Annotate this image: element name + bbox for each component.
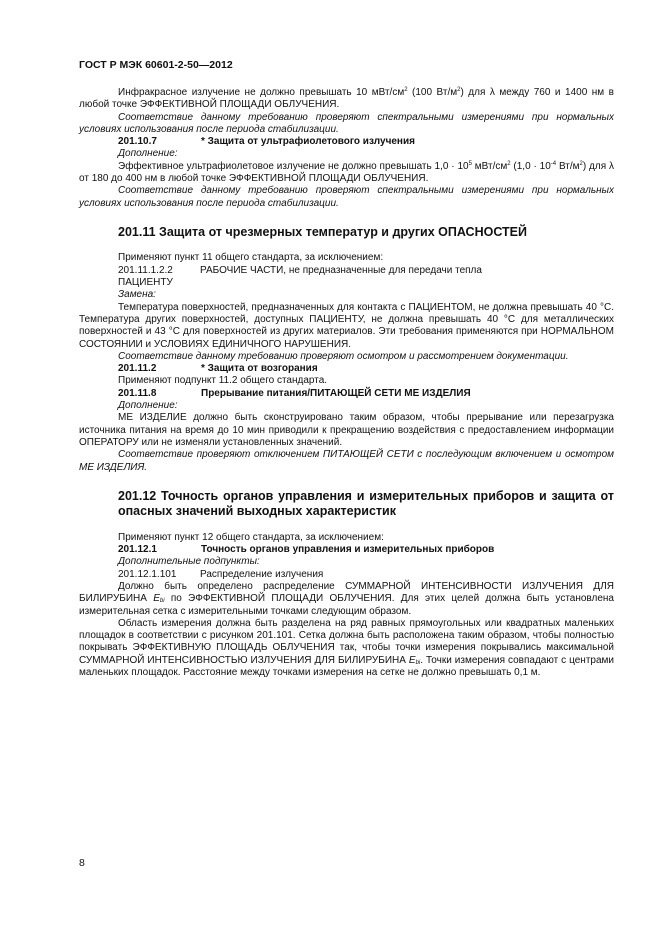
superscript: -4 bbox=[550, 160, 557, 167]
text: мВт/см bbox=[471, 160, 508, 172]
subsection-title: Точность органов управления и измерительных приборов bbox=[201, 544, 495, 556]
subsection-number: 201.10.7 bbox=[118, 136, 157, 148]
superscript: 2 bbox=[457, 87, 461, 93]
subscript: bi bbox=[159, 598, 165, 605]
symbol: E bbox=[153, 593, 160, 605]
superscript: 2 bbox=[507, 160, 511, 167]
paragraph-infrared bbox=[79, 87, 614, 112]
paragraph-distribution bbox=[79, 581, 614, 618]
superscript: 2 bbox=[579, 160, 583, 167]
symbol: E bbox=[408, 654, 416, 666]
paragraph-temperature: Температура поверхностей, предназначенных для контакта с ПАЦИЕНТОМ, не должна превышать 40 °С. Температура других поверхностей, доступных ПАЦИЕНТУ, не должна превышать 40 °С для металлических поверхностей и 43 °С для поверхностей из других материалов. Эти требования применяются при НОРМАЛЬНОМ СОСТОЯНИИ и УСЛОВИЯХ ЕДИНИЧНОГО НАРУШЕНИЯ. bbox=[79, 301, 614, 350]
replacement-label: Замена: bbox=[118, 289, 156, 301]
subsection-201-10-7 bbox=[79, 136, 614, 148]
subsection-title: Прерывание питания/ПИТАЮЩЕЙ СЕТИ МЕ ИЗДЕЛИЯ bbox=[201, 387, 471, 399]
paragraph-applies-11-2: Применяют подпункт 11.2 общего стандарта. bbox=[118, 375, 328, 387]
superscript: 5 bbox=[468, 160, 472, 167]
subsection-title: РАБОЧИЕ ЧАСТИ, не предназначенные для передачи тепла bbox=[200, 264, 482, 276]
subsection-title: * Защита от возгорания bbox=[201, 363, 318, 375]
addition-label: Дополнение: bbox=[118, 400, 178, 412]
addition-label: Дополнение: bbox=[118, 148, 178, 160]
subsection-title: * Защита от ультрафиолетового излучения bbox=[201, 136, 415, 148]
text: (100 Вт/м bbox=[407, 87, 458, 98]
subsection-number: 201.11.8 bbox=[118, 387, 157, 399]
paragraph-measurement-grid bbox=[79, 618, 614, 679]
page-number: 8 bbox=[79, 857, 85, 869]
text: Область измерения должна быть разделена на ряд равных прямоугольных или квадратных маленьких площадок в соответствии с рисунком 201.101. Сетка должна быть расположена таким образом, чтобы полностью покрывать ЭФФЕКТИВНУЮ ПЛОЩАДЬ ОБЛУЧЕНИЯ так, чтобы точки измерения покрывались максимальной СУММАРНОЙ ИНТЕНСИВНОСТЬЮ ИЗЛУЧЕНИЯ ДЛЯ БИЛИРУБИНА bbox=[79, 617, 614, 666]
section-heading-201-11: 201.11 Защита от чрезмерных температур и других ОПАСНОСТЕЙ bbox=[118, 224, 528, 239]
text: Должно быть определено распределение СУММАРНОЙ ИНТЕНСИВНОСТИ ИЗЛУЧЕНИЯ ДЛЯ БИЛИРУБИНА bbox=[79, 581, 614, 605]
text: (1,0 · 10 bbox=[510, 160, 551, 172]
subsection-201-11-8 bbox=[79, 388, 614, 400]
paragraph-applies-12: Применяют пункт 12 общего стандарта, за исключением: bbox=[118, 531, 384, 543]
document-body bbox=[79, 87, 614, 679]
subscript: bi bbox=[415, 659, 421, 666]
section-heading-201-12: 201.12 Точность органов управления и измерительных приборов и защита от опасных значений выходных характеристик bbox=[118, 488, 614, 519]
subsection-number: 201.12.1 bbox=[118, 544, 157, 556]
subsection-number: 201.11.1.2.2 bbox=[118, 264, 173, 276]
additional-subclauses-label: Дополнительные подпункты: bbox=[118, 556, 260, 568]
text: ) для λ между 760 и 1400 нм в любой точке ЭФФЕКТИВНОЙ ПЛОЩАДИ ОБЛУЧЕНИЯ. bbox=[79, 87, 614, 111]
subsection-201-11-2 bbox=[79, 363, 614, 375]
text: Инфракрасное излучение не должно превышать 10 мВт/см bbox=[118, 87, 405, 98]
document-header: ГОСТ Р МЭК 60601-2-50—2012 bbox=[79, 59, 233, 71]
paragraph-compliance-4: Соответствие проверяют отключением ПИТАЮЩЕЙ СЕТИ с последующим включением и осмотром МЕ ИЗДЕЛИЯ. bbox=[79, 449, 614, 473]
subsection-201-12-1 bbox=[79, 544, 614, 556]
superscript: 2 bbox=[404, 87, 408, 93]
subsection-201-12-1-101 bbox=[79, 569, 614, 581]
subsection-number: 201.12.1.101 bbox=[118, 568, 177, 580]
text: ) для λ от 180 до 400 нм в любой точке ЭФФЕКТИВНОЙ ПЛОЩАДИ ОБЛУЧЕНИЯ. bbox=[79, 160, 614, 185]
paragraph-compliance-1: Соответствие данному требованию проверяют спектральными измерениями при нормальных условиях использования после периода стабилизации. bbox=[79, 111, 614, 135]
paragraph-compliance-2: Соответствие данному требованию проверяют спектральными измерениями при нормальных условиях использования после периода стабилизации. bbox=[79, 185, 614, 209]
text: . Точки измерения совпадают с центрами маленьких площадок. Расстояние между точками измерения на сетке не должно превышать 0,1 м. bbox=[79, 654, 614, 679]
paragraph-applies-11: Применяют пункт 11 общего стандарта, за исключением: bbox=[118, 252, 384, 264]
paragraph-power-interruption: МЕ ИЗДЕЛИЕ должно быть сконструировано таким образом, чтобы прерывание или перезагрузка источника питания на время до 10 мин приводили к прекращению воздействия с предоставлением информации ОПЕРАТОРУ или не изменяли установленных значений. bbox=[79, 412, 614, 448]
paragraph-ultraviolet bbox=[79, 161, 614, 186]
paragraph-patient: ПАЦИЕНТУ bbox=[118, 277, 173, 289]
text: Эффективное ультрафиолетовое излучение не должно превышать 1,0 · 10 bbox=[118, 160, 469, 172]
subsection-title: Распределение излучения bbox=[200, 568, 324, 580]
subsection-number: 201.11.2 bbox=[118, 363, 157, 375]
subsection-201-11-1-2-2 bbox=[79, 265, 614, 277]
text: Вт/м bbox=[556, 160, 580, 172]
paragraph-compliance-3: Соответствие данному требованию проверяют осмотром и рассмотрением документации. bbox=[118, 350, 569, 362]
text: по ЭФФЕКТИВНОЙ ПЛОЩАДИ ОБЛУЧЕНИЯ. Для этих целей должна быть установлена измерительная сетка с измерительными точками следующим образом. bbox=[79, 593, 614, 617]
